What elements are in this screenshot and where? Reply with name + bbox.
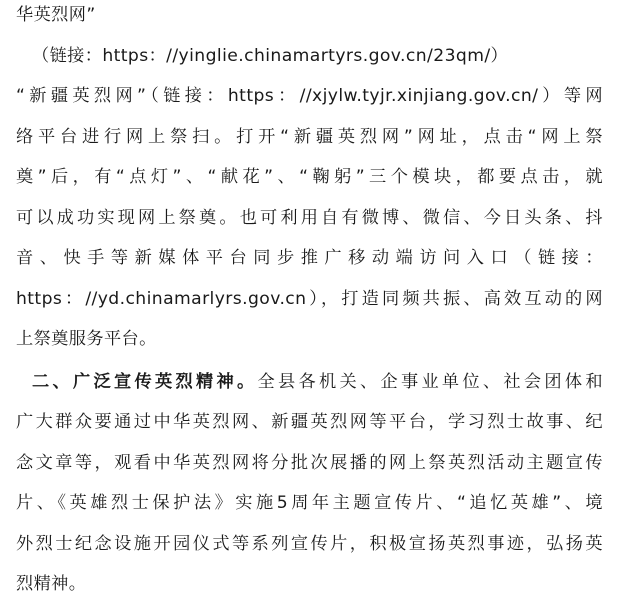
section-paragraph-first-line bbox=[32, 370, 603, 394]
text-line: 可以成功实现网上祭奠。也可利用自有微博、微信、今日头条、抖 bbox=[16, 208, 603, 228]
text-line: 念文章等，观看中华英烈网将分批次展播的网上祭英烈活动主题宣传 bbox=[16, 453, 603, 473]
text-line: 广大群众要通过中华英烈网、新疆英烈网等平台，学习烈士故事、纪 bbox=[16, 412, 603, 432]
section-text: 全县各机关、企事业单位、社会团体和 bbox=[257, 372, 603, 392]
text-line: 外烈士纪念设施开园仪式等系列宣传片，积极宣扬英烈事迹，弘扬英 bbox=[16, 534, 603, 554]
text-line: 片、《英雄烈士保护法》实施5周年主题宣传片、“追忆英雄”、境 bbox=[16, 493, 603, 513]
link-line: （链接：https：//yinglie.chinamartyrs.gov.cn/23qm/） bbox=[32, 46, 509, 66]
text-line: https：//yd.chinamarlyrs.gov.cn），打造同频共振、高效互动的网 bbox=[16, 289, 603, 309]
section-heading: 二、广泛宣传英烈精神。 bbox=[32, 372, 258, 392]
text-line: 络平台进行网上祭扫。打开“新疆英烈网”网址，点击“网上祭 bbox=[16, 127, 603, 147]
text-line: 奠”后，有“点灯”、“献花”、“鞠躬”三个模块，都要点击，就 bbox=[16, 167, 603, 187]
text-line: “新疆英烈网”（链接：https：//xjylw.tyjr.xinjiang.gov.cn/）等网 bbox=[16, 86, 603, 106]
text-line: 音、快手等新媒体平台同步推广移动端访问入口（链接： bbox=[16, 248, 603, 268]
text-line: 华英烈网” bbox=[16, 5, 96, 25]
text-line: 烈精神。 bbox=[16, 574, 87, 594]
text-line: 上祭奠服务平台。 bbox=[16, 329, 157, 349]
